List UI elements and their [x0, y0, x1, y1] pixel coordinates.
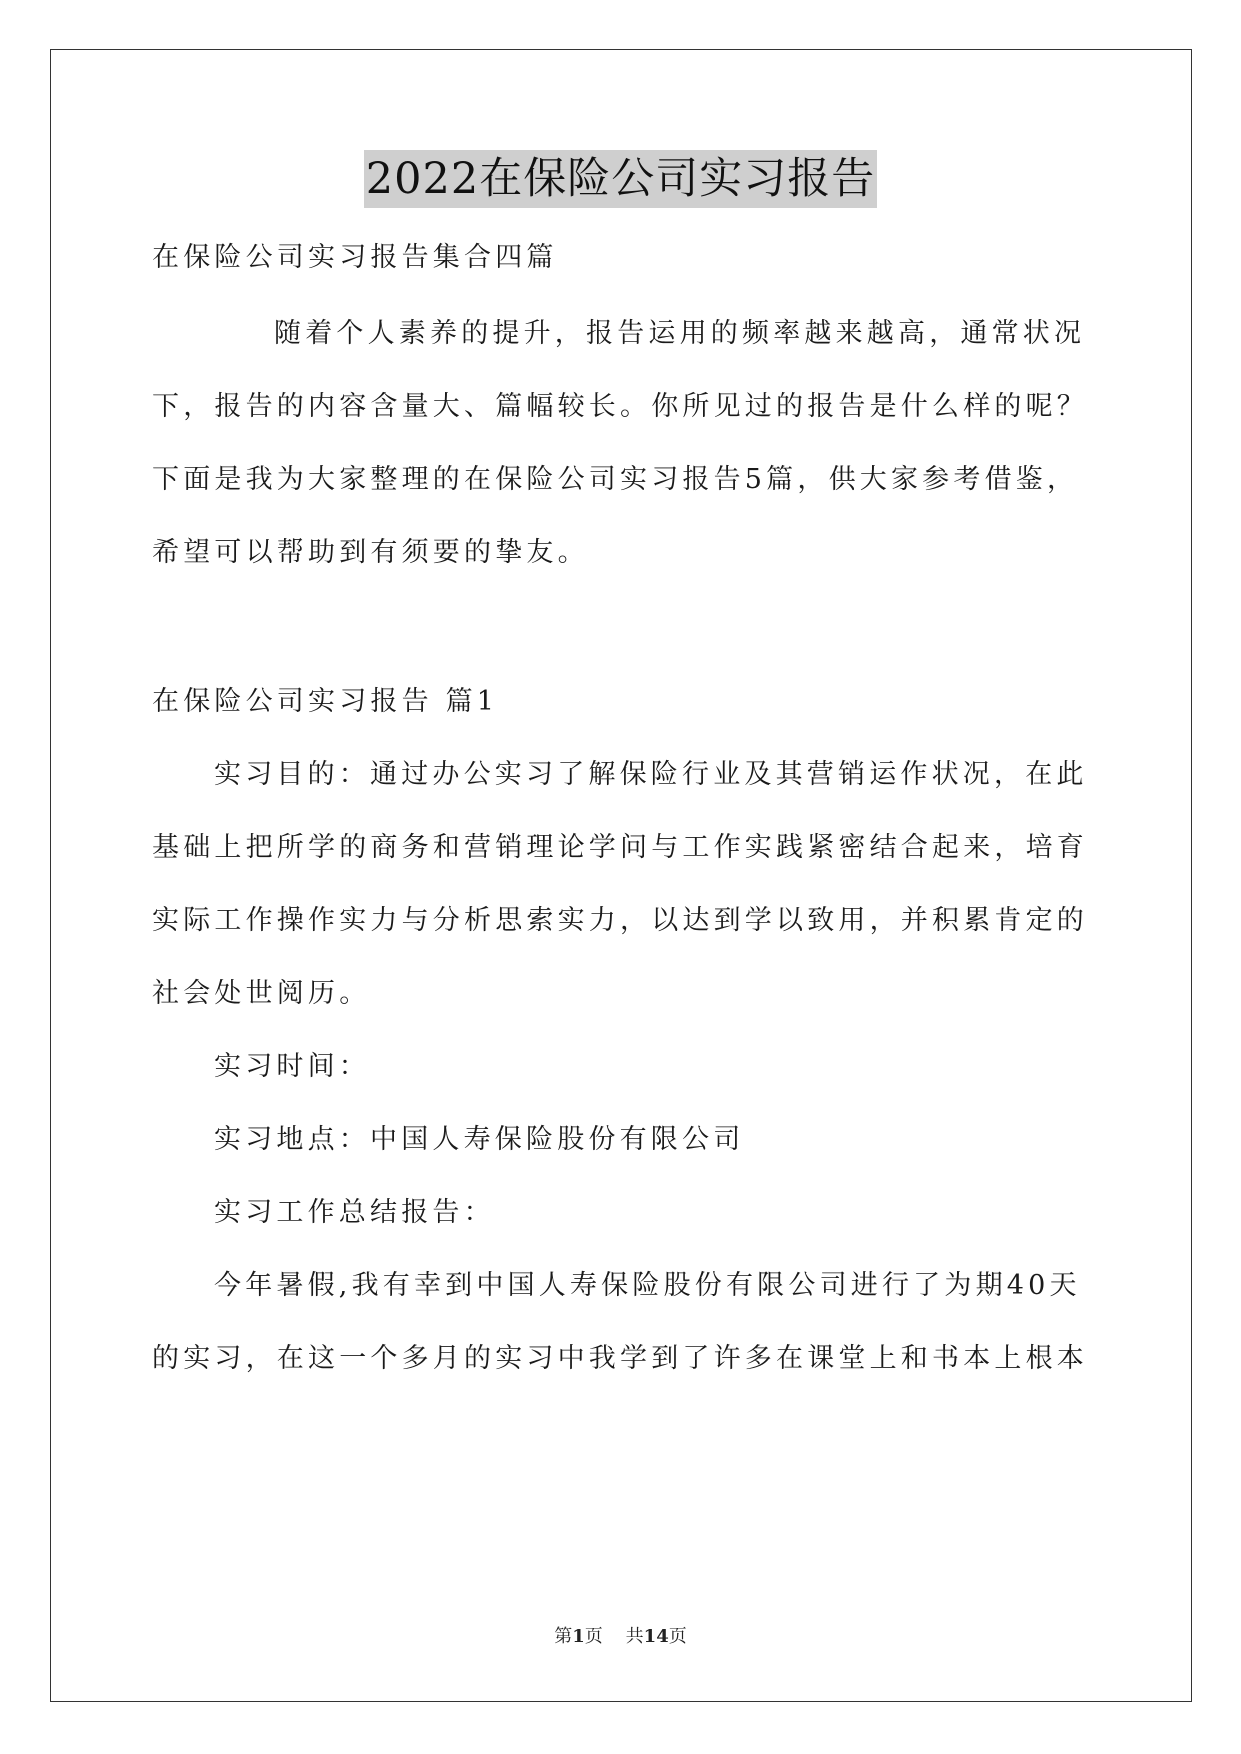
- page-footer: [0, 1622, 1241, 1648]
- page-border: [50, 49, 1192, 1702]
- footer-total-prefix: 共: [625, 1626, 644, 1647]
- intro-line-1: 随着个人素养的提升，报告运用的频率越来越高，通常状况: [274, 318, 1086, 349]
- footer-total-suffix: 页: [668, 1626, 687, 1647]
- title-container: [0, 150, 1241, 208]
- purpose-line-2: 基础上把所学的商务和营销理论学问与工作实践紧密结合起来，培育: [152, 832, 1088, 863]
- body-line-2: 的实习，在这一个多月的实习中我学到了许多在课堂上和书本上根本: [152, 1343, 1088, 1374]
- summary-heading: 实习工作总结报告：: [214, 1197, 495, 1228]
- footer-page-number: 1: [572, 1626, 585, 1647]
- intro-line-2: 下，报告的内容含量大、篇幅较长。你所见过的报告是什么样的呢？: [152, 391, 1088, 422]
- purpose-line-3: 实际工作操作实力与分析思索实力，以达到学以致用，并积累肯定的: [152, 905, 1088, 936]
- footer-page-prefix: 第: [554, 1626, 573, 1647]
- footer-total-pages: 14: [643, 1626, 669, 1647]
- internship-place: 实习地点：中国人寿保险股份有限公司: [214, 1124, 745, 1155]
- intro-line-4: 希望可以帮助到有须要的挚友。: [152, 537, 589, 568]
- document-title: 2022在保险公司实习报告: [364, 150, 877, 208]
- purpose-line-4: 社会处世阅历。: [152, 978, 371, 1009]
- body-line-1: 今年暑假,我有幸到中国人寿保险股份有限公司进行了为期40天: [214, 1270, 1081, 1301]
- document-subtitle: 在保险公司实习报告集合四篇: [152, 242, 558, 273]
- footer-page-suffix: 页: [584, 1626, 603, 1647]
- internship-time: 实习时间：: [214, 1051, 370, 1082]
- intro-line-3: 下面是我为大家整理的在保险公司实习报告5篇，供大家参考借鉴，: [152, 464, 1079, 495]
- section-heading: 在保险公司实习报告 篇1: [152, 686, 499, 717]
- purpose-line-1: 实习目的：通过办公实习了解保险行业及其营销运作状况，在此: [214, 759, 1088, 790]
